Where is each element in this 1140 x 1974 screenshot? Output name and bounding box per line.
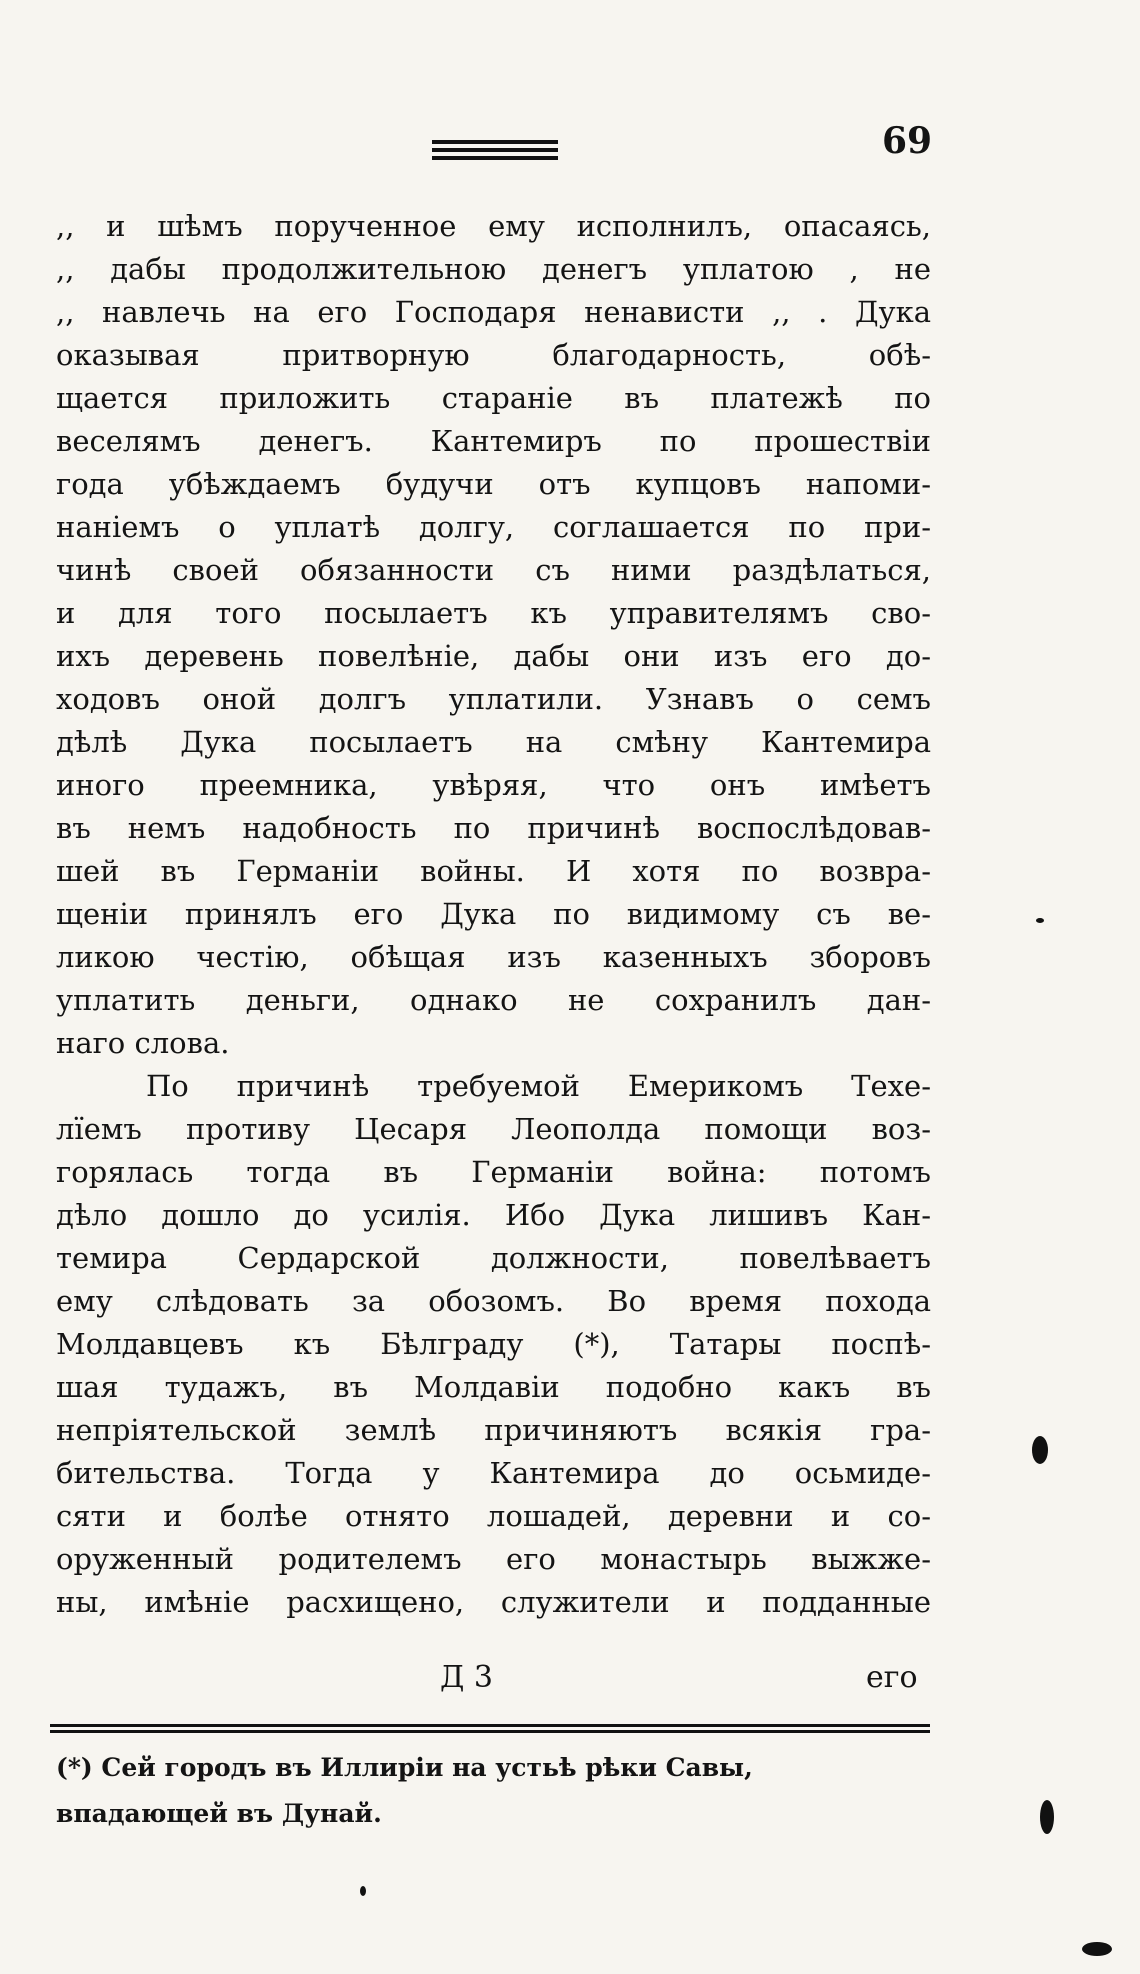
- text-line: года убѣждаемъ будучи отъ купцовъ напоми-: [56, 467, 931, 501]
- footnote: [56, 1745, 936, 1837]
- text-line: оруженный родителемъ его монастырь выжже-: [56, 1542, 931, 1576]
- page-footer-catchline: [0, 1660, 1140, 1710]
- ink-speck: [1040, 1800, 1054, 1834]
- text-line: ихъ деревень повелѣніе, дабы они изъ его до-: [56, 639, 931, 673]
- text-line: иного преемника, увѣряя, что онъ имѣетъ: [56, 768, 931, 802]
- text-line: оказывая притворную благодарность, обѣ-: [56, 338, 931, 372]
- ink-speck: [1036, 918, 1044, 923]
- text-line: ему слѣдовать за обозомъ. Во время похода: [56, 1284, 931, 1318]
- text-line: щается приложить стараніе въ платежѣ по: [56, 381, 931, 415]
- footnote-rule: [50, 1724, 930, 1736]
- text-line: ликою честію, обѣщая изъ казенныхъ зборовъ: [56, 940, 931, 974]
- text-line: Молдавцевъ къ Бѣлграду (*), Татары поспѣ-: [56, 1327, 931, 1361]
- text-line: дѣло дошло до усилія. Ибо Дука лишивъ Кан-: [56, 1198, 931, 1232]
- page-header: [0, 118, 1140, 178]
- footnote-line: впадающей въ Дунай.: [56, 1799, 382, 1828]
- text-line: ны, имѣніе расхищено, служители и подданные: [56, 1585, 931, 1619]
- text-line: наго слова.: [56, 1026, 230, 1060]
- ink-speck: [360, 1886, 366, 1896]
- text-line: непріятельской землѣ причиняютъ всякія гра-: [56, 1413, 931, 1447]
- text-line: ,, и шѣмъ порученное ему исполнилъ, опасаясь,: [56, 209, 931, 243]
- text-line: По причинѣ требуемой Емерикомъ Техе-: [146, 1069, 931, 1103]
- text-line: уплатить деньги, однако не сохранилъ дан-: [56, 983, 931, 1017]
- text-line: веселямъ денегъ. Кантемиръ по прошествіи: [56, 424, 931, 458]
- text-line: бительства. Тогда у Кантемира до осьмиде-: [56, 1456, 931, 1490]
- text-line: ,, навлечь на его Господаря ненависти ,, . Дука: [56, 295, 931, 329]
- ink-speck: [1082, 1942, 1112, 1956]
- ink-speck: [1032, 1436, 1048, 1464]
- text-line: наніемъ о уплатѣ долгу, соглашается по при-: [56, 510, 931, 544]
- page-number: 69: [882, 120, 933, 162]
- text-line: и для того посылаетъ къ управителямъ сво-: [56, 596, 931, 630]
- text-line: темира Сердарской должности, повелѣваетъ: [56, 1241, 931, 1275]
- text-line: лїемъ противу Цесаря Леополда помощи воз-: [56, 1112, 931, 1146]
- text-line: сяти и болѣе отнято лошадей, деревни и со-: [56, 1499, 931, 1533]
- text-line: шая тудажъ, въ Молдавіи подобно какъ въ: [56, 1370, 931, 1404]
- signature-mark: Д 3: [440, 1660, 494, 1695]
- text-line: дѣлѣ Дука посылаетъ на смѣну Кантемира: [56, 725, 931, 759]
- footnote-line: (*) Сей городъ въ Иллиріи на устьѣ рѣки Савы,: [56, 1753, 753, 1782]
- text-line: въ немъ надобность по причинѣ воспослѣдовав-: [56, 811, 931, 845]
- text-line: чинѣ своей обязанности съ ними раздѣлаться,: [56, 553, 931, 587]
- text-line: щеніи принялъ его Дука по видимому съ ве-: [56, 897, 931, 931]
- text-line: шей въ Германіи войны. И хотя по возвра-: [56, 854, 931, 888]
- catchword: его: [866, 1660, 918, 1695]
- body-text: [56, 205, 931, 1624]
- text-line: ходовъ оной долгъ уплатили. Узнавъ о семъ: [56, 682, 931, 716]
- text-line: ,, дабы продолжительною денегъ уплатою , не: [56, 252, 931, 286]
- header-ornament-rule: [432, 140, 558, 164]
- text-line: горялась тогда въ Германіи война: потомъ: [56, 1155, 931, 1189]
